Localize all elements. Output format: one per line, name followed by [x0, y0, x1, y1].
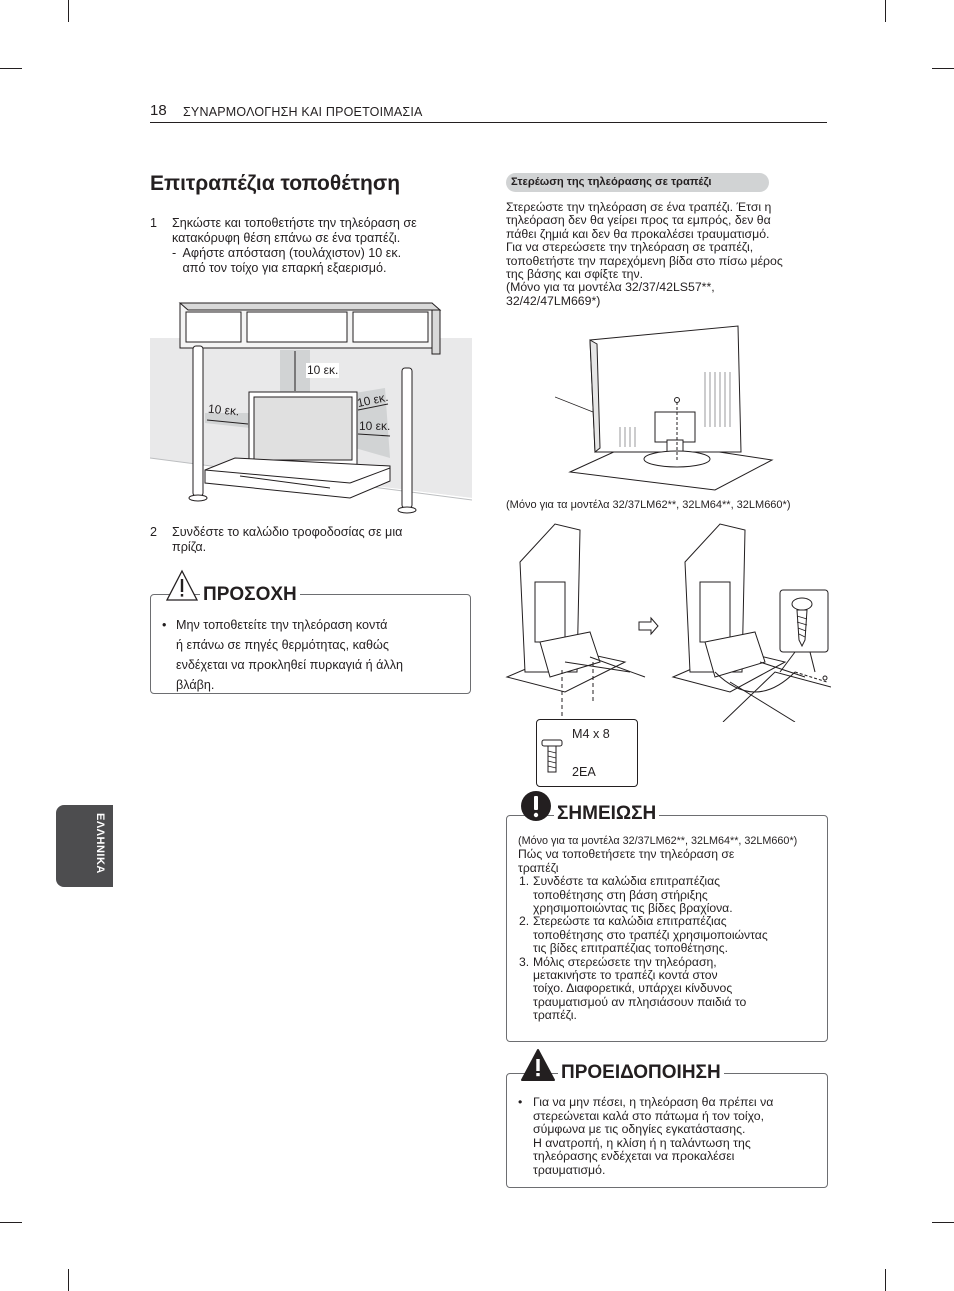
models-caption: (Μόνο για τα μοντέλα 32/37LM62**, 32LM64**, 32LM660*): [506, 499, 791, 511]
warning-list: [518, 1096, 824, 1178]
note-list: [518, 875, 824, 1022]
note-line: χρησιμοποιώντας τις βίδες βραχίονα.: [533, 901, 733, 916]
crop-mark: [0, 1222, 22, 1223]
crop-mark: [0, 68, 22, 69]
screw-icon: [540, 738, 564, 776]
screw-size: M4 x 8: [572, 727, 610, 741]
note-caption: (Μόνο για τα μοντέλα 32/37LM62**, 32LM64**, 32LM660*): [518, 835, 798, 847]
label-left-clearance: 10 εκ.: [207, 401, 240, 419]
note-line: τοποθέτησης στη βάση στήριξης: [533, 887, 708, 902]
note-line: τραπέζι.: [533, 1008, 577, 1023]
securing-line: 32/42/47LM669*): [506, 293, 601, 308]
crop-mark: [932, 1222, 954, 1223]
note-title: ΣΗΜΕΙΩΣΗ: [554, 803, 659, 825]
page-number: 18: [150, 102, 167, 119]
note-line: τοίχο. Διαφορετικά, υπάρχει κίνδυνος: [533, 981, 733, 996]
page-title: Επιτραπέζια τοποθέτηση: [150, 172, 401, 195]
warning-triangle-icon: [165, 569, 199, 603]
language-tab: [56, 805, 113, 887]
securing-line: πάθει ζημιά και δεν θα προκαλέσει τραυματισμό.: [506, 226, 770, 241]
securing-line: της βάσης και σφίξτε την.: [506, 267, 644, 282]
header-rule: [150, 122, 827, 123]
caution-line: βλάβη.: [176, 678, 215, 692]
warning-triangle-icon: [520, 1048, 556, 1082]
note-line: τοποθέτησης στο τραπέζι χρησιμοποιώντας: [533, 927, 768, 942]
label-right-clearance-back: 10 εκ.: [355, 389, 390, 411]
note-line: τραυματισμού αν πλησιάσουν παιδιά το: [533, 994, 747, 1009]
note-line: τις βίδες επιτραπέζιας τοποθέτησης.: [533, 941, 728, 956]
crop-mark: [68, 1269, 69, 1291]
note-intro-line: τραπέζι: [518, 860, 559, 875]
securing-line: τοποθετήστε την παρεχόμενη βίδα στο πίσω μέρος: [506, 253, 783, 268]
list-number: 1.: [519, 874, 530, 889]
step-1: [150, 216, 460, 276]
securing-text: [506, 201, 826, 308]
step-line: κατακόρυφη θέση επάνω σε ένα τραπέζι.: [172, 231, 401, 245]
step-line: Συνδέστε το καλώδιο τροφοδοσίας σε μια: [172, 525, 403, 539]
note-content: [518, 835, 824, 1023]
label-top-clearance: 10 εκ.: [307, 363, 339, 377]
step-line: Σηκώστε και τοποθετήστε την τηλεόραση σε: [172, 216, 417, 230]
caution-list: [162, 615, 462, 695]
table-mount-steps-diagram: [505, 522, 831, 722]
crop-mark: [885, 1269, 886, 1291]
step-sub-line: από τον τοίχο για επαρκή εξαερισμό.: [172, 261, 387, 275]
language-label: ΕΛΛΗΝΙΚΑ: [94, 813, 106, 874]
section-title: ΣΥΝΑΡΜΟΛΟΓΗΣΗ ΚΑΙ ΠΡΟΕΤΟΙΜΑΣΙΑ: [183, 105, 423, 119]
step-2: [150, 525, 460, 555]
warning-line: στερεώνεται καλά στο πάτωμα ή τον τοίχο,: [533, 1108, 764, 1123]
note-line: Συνδέστε τα καλώδια επιτραπέζιας: [533, 874, 721, 889]
exclamation-circle-icon: [520, 790, 552, 822]
note-line: Μόλις στερεώσετε την τηλεόραση,: [533, 954, 717, 969]
warning-line: Η ανατροπή, η κλίση ή η ταλάντωση της: [533, 1135, 751, 1150]
note-line: μετακινήστε το τραπέζι κοντά στον: [533, 968, 718, 983]
warning-title: ΠΡΟΕΙΔΟΠΟΙΗΣΗ: [558, 1062, 724, 1084]
tv-table-screw-diagram: [555, 322, 775, 492]
note-intro-line: Πώς να τοποθετήσετε την τηλεόραση σε: [518, 847, 735, 862]
step-line: πρίζα.: [172, 540, 207, 554]
securing-line: τηλεόραση δεν θα γείρει προς τα εμπρός, δεν θα: [506, 213, 771, 228]
caution-title: ΠΡΟΣΟΧΗ: [200, 584, 300, 606]
bullet: •: [518, 1095, 523, 1109]
step-number: 2: [150, 525, 158, 539]
tv-clearance-diagram: [150, 298, 472, 520]
screw-qty: 2EA: [572, 765, 596, 779]
bullet: •: [162, 618, 167, 632]
warning-line: σύμφωνα με τις οδηγίες εγκατάστασης.: [533, 1122, 746, 1137]
warning-line: τραυματισμό.: [533, 1162, 606, 1177]
securing-line: Στερεώστε την τηλεόραση σε ένα τραπέζι. Έτσι η: [506, 200, 772, 214]
step-sub-line: - Αφήστε απόσταση (τουλάχιστον) 10 εκ.: [172, 246, 402, 260]
caution-line: ενδέχεται να προκληθεί πυρκαγιά ή άλλη: [176, 658, 404, 672]
caution-line: ή επάνω σε πηγές θερμότητας, καθώς: [176, 638, 389, 652]
crop-mark: [68, 0, 69, 22]
list-number: 3.: [519, 954, 530, 969]
securing-line: (Μόνο για τα μοντέλα 32/37/42LS57**,: [506, 280, 715, 295]
crop-mark: [932, 68, 954, 69]
securing-heading: Στερέωση της τηλεόρασης σε τραπέζι: [506, 173, 769, 192]
securing-line: Για να στερεώσετε την τηλεόραση σε τραπέζι,: [506, 240, 754, 255]
warning-line: Για να μην πέσει, η τηλεόραση θα πρέπει να: [533, 1095, 774, 1109]
label-right-clearance: 10 εκ.: [359, 419, 391, 433]
note-line: Στερεώστε τα καλώδια επιτραπέζιας: [533, 914, 727, 929]
warning-line: τηλεόρασης ενδέχεται να προκαλέσει: [533, 1149, 735, 1164]
list-number: 2.: [519, 914, 530, 929]
caution-line: Μην τοποθετείτε την τηλεόραση κοντά: [176, 618, 388, 632]
crop-mark: [885, 0, 886, 22]
step-number: 1: [150, 216, 158, 230]
